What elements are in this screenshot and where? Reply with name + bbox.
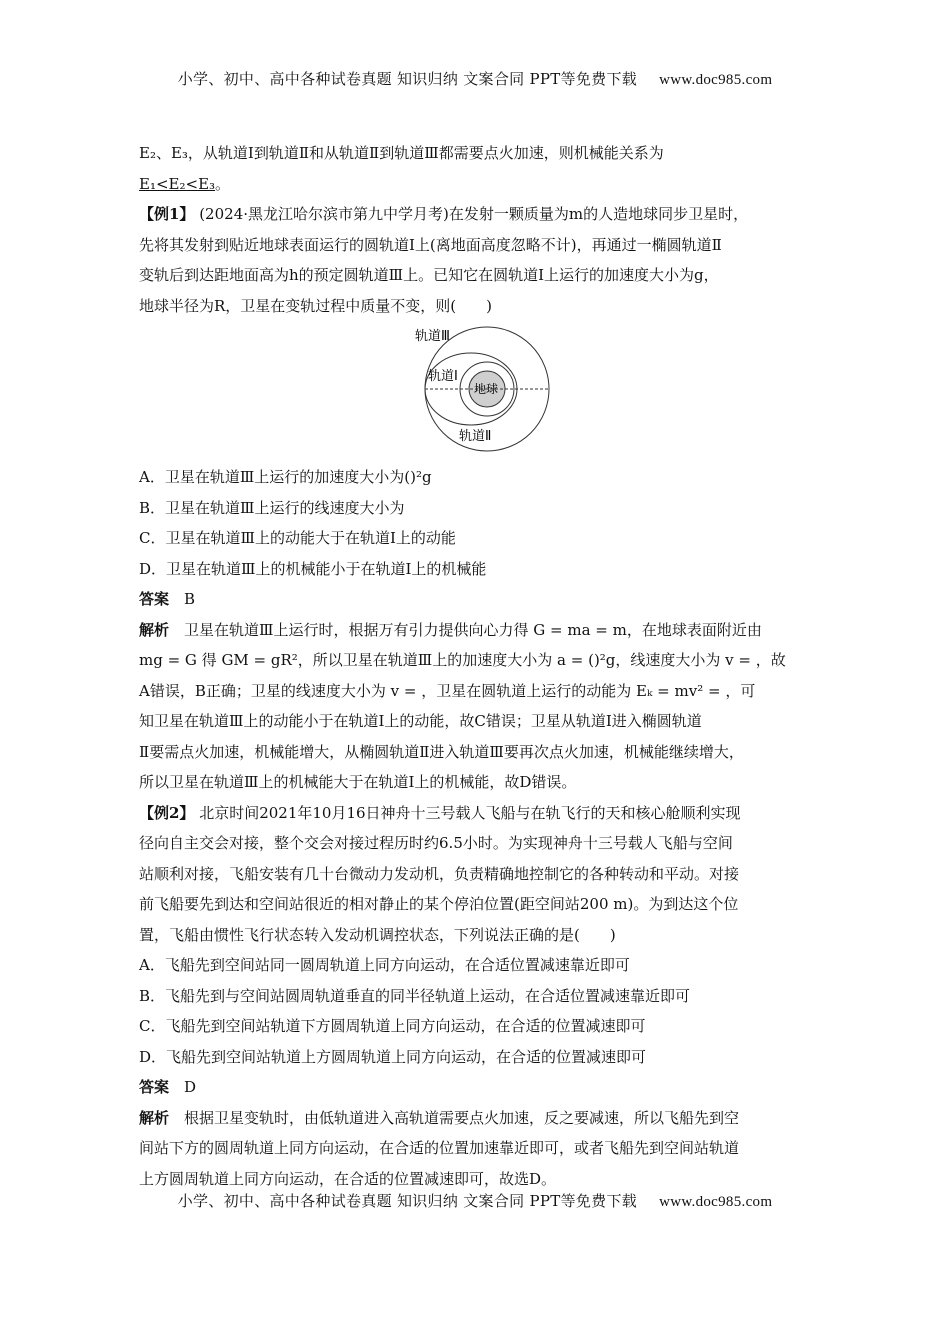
- orbit-diagram: [397, 325, 557, 460]
- example-2-line-2: 径向自主交会对接，整个交会对接过程历时约6.5小时。为实现神舟十三号载人飞船与空间: [139, 834, 733, 852]
- analysis-label: 解析: [139, 620, 170, 639]
- example-1-analysis-4: 知卫星在轨道Ⅲ上的动能小于在轨道Ⅰ上的动能，故C错误；卫星从轨道Ⅰ进入椭圆轨道: [139, 712, 702, 730]
- example-2-analysis-3: 上方圆周轨道上同方向运动，在合适的位置减速即可，故选D。: [139, 1169, 557, 1188]
- answer-label: 答案: [139, 590, 170, 608]
- example-2-answer: [139, 1072, 811, 1103]
- label-orbit-1: 轨道Ⅰ: [428, 369, 458, 384]
- orbit-figure: [139, 325, 811, 460]
- intro-line-1: E₂、E₃，从轨道Ⅰ到轨道Ⅱ和从轨道Ⅱ到轨道Ⅲ都需要点火加速，则机械能关系为: [139, 144, 664, 162]
- example-2-analysis-1: [139, 1103, 811, 1134]
- analysis-text: 根据卫星变轨时，由低轨道进入高轨道需要点火加速，反之要减速，所以飞船先到空: [184, 1108, 740, 1127]
- analysis-text: 卫星在轨道Ⅲ上运行时，根据万有引力提供向心力得 G = ma = m，在地球表面附近由: [184, 620, 762, 639]
- example-2-option-a: A．飞船先到空间站同一圆周轨道上同方向运动，在合适位置减速靠近即可: [139, 956, 630, 974]
- header-site: www.doc985.com: [659, 72, 773, 88]
- example-2-option-c: C．飞船先到空间站轨道下方圆周轨道上同方向运动，在合适的位置减速即可: [139, 1017, 646, 1035]
- example-2-text-1: 北京时间2021年10月16日神舟十三号载人飞船与在轨飞行的天和核心舱顺利实现: [194, 803, 741, 822]
- analysis-label: 解析: [139, 1108, 170, 1127]
- answer-value: B: [184, 590, 196, 608]
- example-1-analysis-6: 所以卫星在轨道Ⅲ上的机械能大于在轨道Ⅰ上的机械能，故D错误。: [139, 773, 577, 791]
- example-1-tag: 【例1】: [139, 205, 195, 223]
- example-1-analysis-3: A错误，B正确；卫星的线速度大小为 v = ，卫星在圆轨道上运行的动能为 Eₖ = mv² = ，可: [139, 681, 756, 700]
- example-1-analysis-2: mg = G 得 GM = gR²，所以卫星在轨道Ⅲ上的加速度大小为 a = ()²g，线速度大小为 v = ，故: [139, 651, 786, 669]
- header-text: 小学、初中、高中各种试卷真题 知识归纳 文案合同 PPT等免费下载: [177, 70, 638, 88]
- energy-relation: E₁<E₂<E₃: [139, 174, 216, 193]
- footer-text: 小学、初中、高中各种试卷真题 知识归纳 文案合同 PPT等免费下载: [177, 1192, 638, 1210]
- page-header: [0, 68, 950, 89]
- answer-label: 答案: [139, 1078, 170, 1096]
- example-2-tag: 【例2】: [139, 803, 195, 822]
- label-orbit-2: 轨道Ⅱ: [459, 429, 492, 444]
- example-2-line-1: [139, 798, 811, 829]
- example-1-analysis-5: Ⅱ要需点火加速，机械能增大，从椭圆轨道Ⅱ进入轨道Ⅲ要再次点火加速，机械能继续增大，: [139, 742, 744, 761]
- example-1-analysis-1: [139, 615, 811, 646]
- example-1-line-2: 先将其发射到贴近地球表面运行的圆轨道Ⅰ上(离地面高度忽略不计)，再通过一椭圆轨道Ⅱ: [139, 235, 722, 254]
- answer-value: D: [184, 1078, 197, 1096]
- label-orbit-3: 轨道Ⅲ: [415, 329, 450, 344]
- label-earth: 地球: [474, 382, 499, 396]
- page-footer: [0, 1190, 950, 1211]
- example-1-line-4: 地球半径为R，卫星在变轨过程中质量不变，则( ): [139, 296, 493, 315]
- intro-line-2: [139, 169, 811, 200]
- example-1-answer: [139, 584, 811, 615]
- page-content: [139, 138, 811, 1194]
- example-2-line-3: 站顺利对接，飞船安装有几十台微动力发动机，负责精确地控制它的各种转动和平动。对接: [139, 864, 740, 883]
- example-1-line-1: [139, 199, 811, 230]
- intro-line-2-end: 。: [215, 174, 231, 193]
- example-1-text-1: (2024·黑龙江哈尔滨市第九中学月考)在发射一颗质量为m的人造地球同步卫星时，: [194, 205, 749, 223]
- example-2-option-d: D．飞船先到空间站轨道上方圆周轨道上同方向运动，在合适的位置减速即可: [139, 1047, 647, 1066]
- example-1-option-a: A．卫星在轨道Ⅲ上运行的加速度大小为()²g: [139, 468, 432, 486]
- example-1-option-d: D．卫星在轨道Ⅲ上的机械能小于在轨道Ⅰ上的机械能: [139, 559, 487, 578]
- example-1-option-b: B．卫星在轨道Ⅲ上运行的线速度大小为: [139, 498, 405, 517]
- example-1-line-3: 变轨后到达距地面高为h的预定圆轨道Ⅲ上。已知它在圆轨道Ⅰ上运行的加速度大小为g，: [139, 266, 719, 284]
- example-1-option-c: C．卫星在轨道Ⅲ上的动能大于在轨道Ⅰ上的动能: [139, 529, 456, 547]
- example-2-line-4: 前飞船要先到达和空间站很近的相对静止的某个停泊位置(距空间站200 m)。为到达这个位: [139, 895, 739, 913]
- footer-site: www.doc985.com: [659, 1194, 773, 1210]
- example-2-line-5: 置，飞船由惯性飞行状态转入发动机调控状态，下列说法正确的是( ): [139, 925, 616, 944]
- example-2-analysis-2: 间站下方的圆周轨道上同方向运动，在合适的位置加速靠近即可，或者飞船先到空间站轨道: [139, 1139, 740, 1157]
- example-2-option-b: B．飞船先到与空间站圆周轨道垂直的同半径轨道上运动，在合适位置减速靠近即可: [139, 986, 691, 1005]
